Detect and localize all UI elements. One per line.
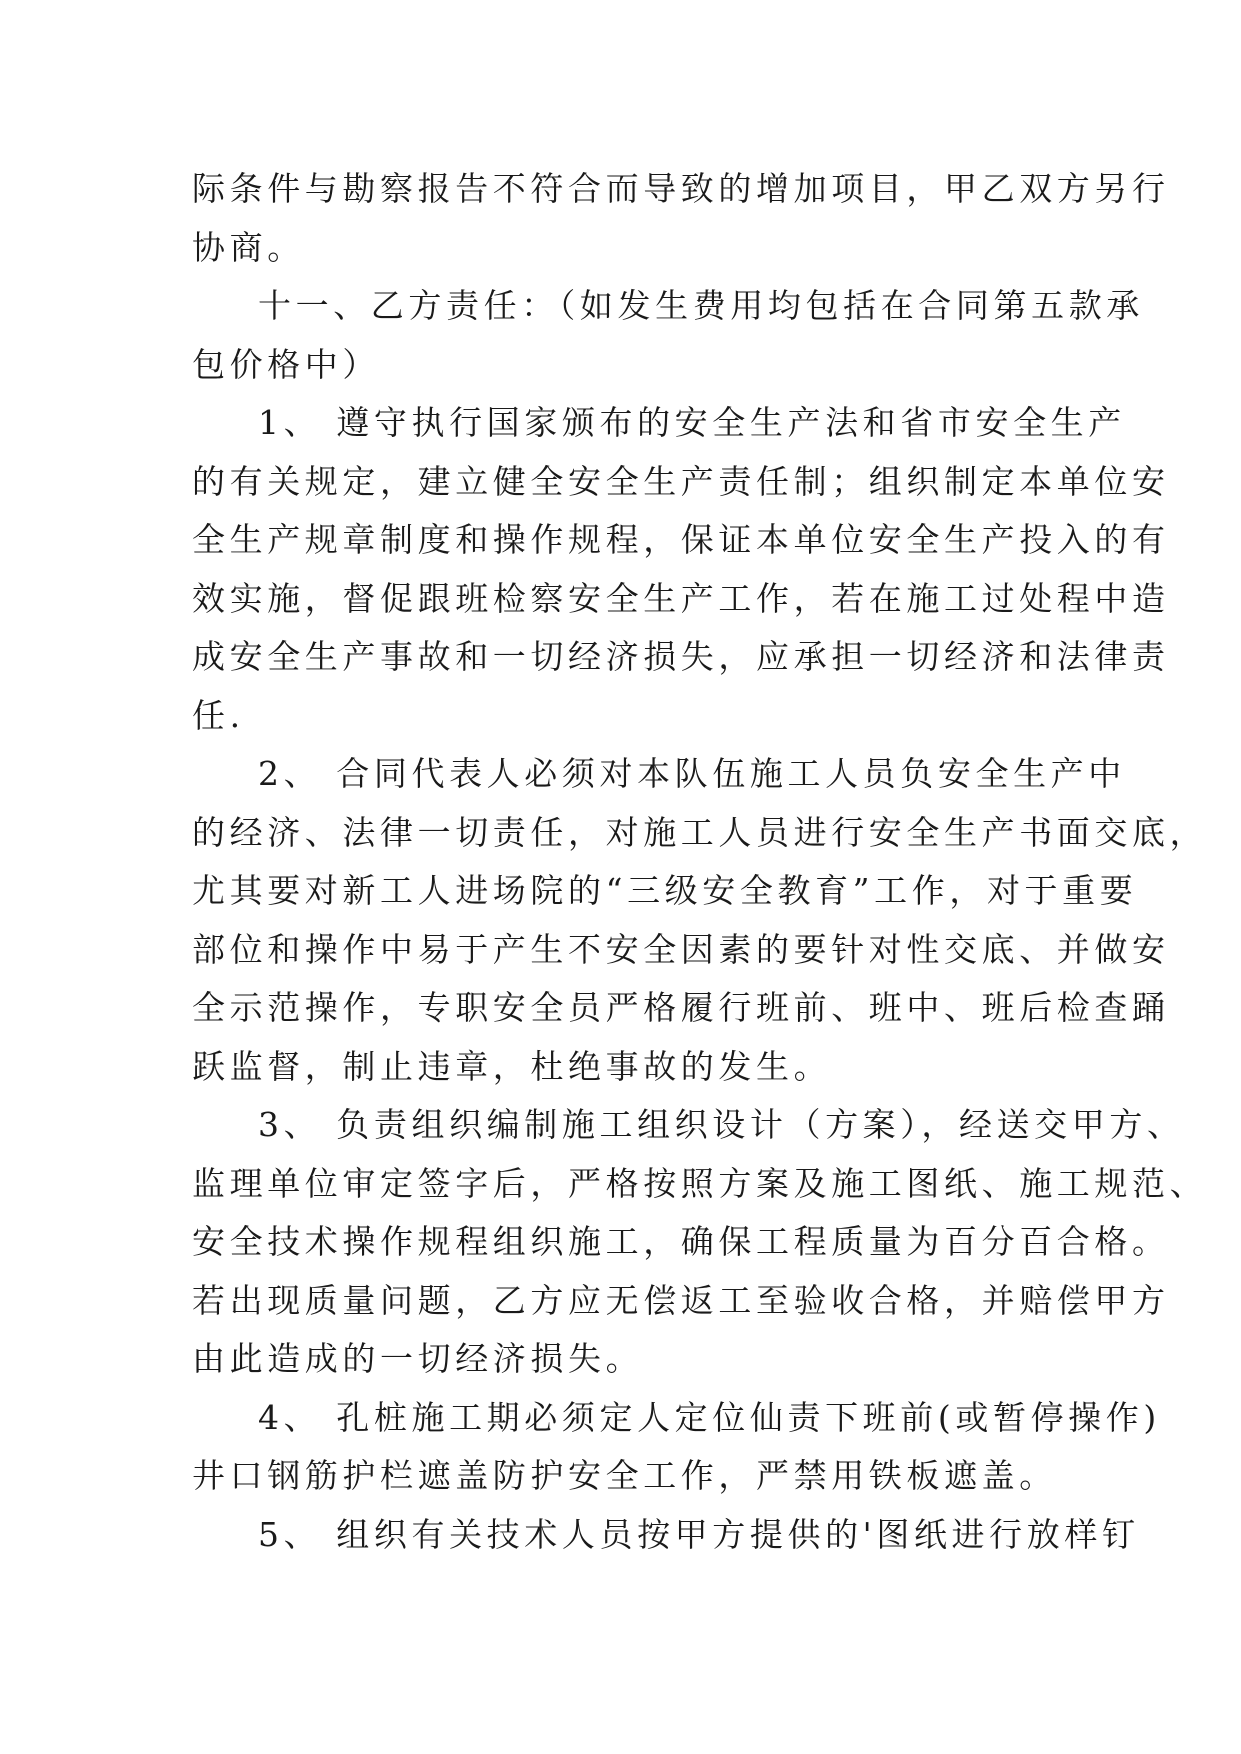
text-line: 井口钢筋护栏遮盖防护安全工作，严禁用铁板遮盖。 xyxy=(192,1456,1057,1495)
text-line: 全生产规章制度和操作规程，保证本单位安全生产投入的有 xyxy=(192,520,1170,559)
text-line: 跃监督，制止违章，杜绝事故的发生。 xyxy=(192,1046,832,1086)
text-line: 尤其要对新工人进场院的“三级安全教育”工作，对于重要 xyxy=(192,871,1138,910)
text-line: 安全技术操作规程组织施工，确保工程质量为百分百合格。 xyxy=(192,1222,1170,1261)
clause-5 xyxy=(192,1506,1140,1565)
text-line: 2、 合同代表人必须对本队伍施工人员负安全生产中 xyxy=(258,754,1126,793)
text-line: 3、 负责组织编制施工组织设计（方案），经送交甲方、 xyxy=(258,1105,1185,1144)
text-line: 的经济、法律一切责任，对施工人员进行安全生产书面交底， xyxy=(192,812,1208,852)
text-line: 全示范操作，专职安全员严格履行班前、班中、班后检查踊 xyxy=(192,988,1170,1027)
text-line: 5、 组织有关技术人员按甲方提供的'图纸进行放样钉 xyxy=(258,1514,1140,1554)
text-line: 由此造成的一切经济损失。 xyxy=(192,1339,644,1378)
text-line: 4、 孔桩施工期必须定人定位仙责下班前(或暂停操作) xyxy=(258,1397,1161,1437)
text-line: 十一、乙方责任：（如发生费用均包括在合同第五款承 xyxy=(258,286,1144,325)
text-line: 部位和操作中易于产生不安全因素的要针对性交底、并做安 xyxy=(192,929,1170,969)
text-line: 若出现质量问题，乙方应无偿返工至验收合格，并赔偿甲方 xyxy=(192,1280,1170,1320)
text-line: 包价格中） xyxy=(192,344,380,384)
clause-4 xyxy=(192,1389,1161,1506)
clause-3 xyxy=(192,1096,1208,1389)
document-body xyxy=(192,160,1208,1564)
clause-1 xyxy=(192,394,1170,745)
section-heading-eleven xyxy=(192,277,1144,394)
text-line: 1、 遵守执行国家颁布的安全生产法和省市安全生产 xyxy=(258,403,1126,442)
text-line: 际条件与勘察报告不符合而导致的增加项目，甲乙双方另行 xyxy=(192,169,1170,208)
paragraph-continuation xyxy=(192,160,1170,277)
text-line: 协商。 xyxy=(192,227,305,267)
text-line: 任. xyxy=(192,695,245,735)
text-line: 的有关规定，建立健全安全生产责任制；组织制定本单位安 xyxy=(192,461,1170,501)
text-line: 效实施，督促跟班检察安全生产工作，若在施工过处程中造 xyxy=(192,578,1170,618)
clause-2 xyxy=(192,745,1208,1096)
text-line: 监理单位审定签字后，严格按照方案及施工图纸、施工规范、 xyxy=(192,1163,1208,1203)
text-line: 成安全生产事故和一切经济损失，应承担一切经济和法律责 xyxy=(192,637,1170,676)
